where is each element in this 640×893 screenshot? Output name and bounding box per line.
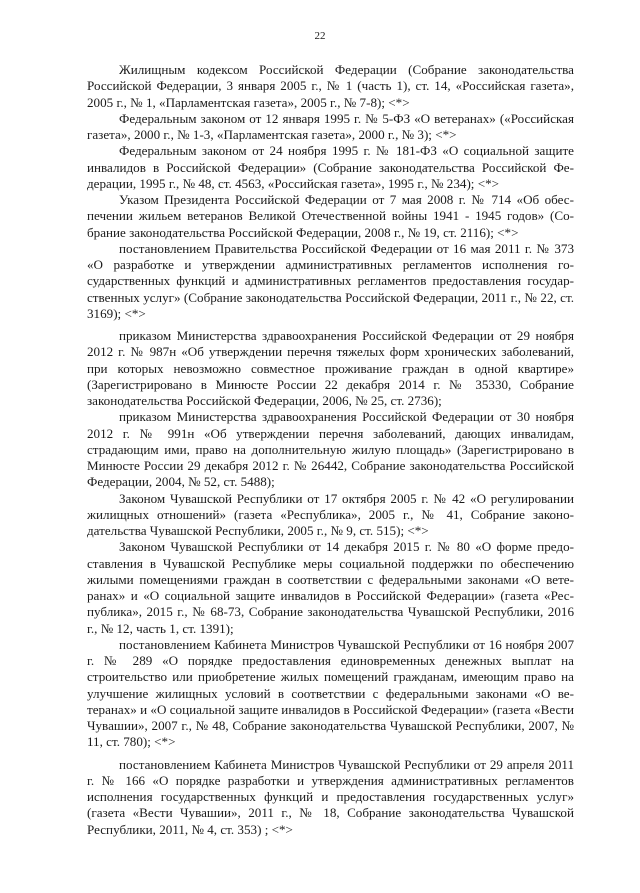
paragraph-housing-code: Жилищным кодексом Российской Федерации (Собрание законодательства Российской Федерации, 3 января 2005 г., № 1 (часть 1), ст. 14, «Российская газета», 2005 г., № 1, «Парламентская газета», 2005 г., № 7-8); <*> [87, 62, 574, 110]
paragraph-health-ministry-order-991n: приказом Министерства здравоохранения Российской Федерации от 30 ноября 2012 г. № 991н «Об утверждении перечня заболеваний, дающих инвалидам, страдающим ими, право на дополнительную жилую площадь» (Зарегистрировано в Минюсте России 29 декабря 2012 г. № 26442, Собрание законодательства Российской Федерации, 2004, № 52, ст. 5488); [87, 409, 574, 490]
paragraph-health-ministry-order-987n: приказом Министерства здравоохранения Российской Федерации от 29 ноября 2012 г. № 987н «Об утверждении перечня тяжелых форм хронических заболеваний, при которых невозможно совместное проживание граждан в одной квартире» (Зарегистрировано в Минюсте России 22 декабря 2014 г. № 35330, Собрание законодательства Российской Федерации, 2006, № 25, ст. 2736); [87, 328, 574, 408]
paragraph-law-on-disabled-protection: Федеральным законом от 24 ноября 1995 г. № 181-ФЗ «О социальной защите инвалидов в Российской Федерации» (Собрание законодательства Российской Федерации, 1995 г., № 48, ст. 4563, «Российская газета», 1995 г., № 234); <*> [87, 143, 574, 191]
paragraph-government-resolution: постановлением Правительства Российской Федерации от 16 мая 2011 г. № 373 «О разработке и утверждении административных регламентов исполнения государственных функций и административных регламентов предоставления государственных услуг» (Собрание законодательства Российской Федерации, 2011 г., № 22, ст. 3169); <*> [87, 240, 574, 321]
paragraph-cabinet-resolution-166: постановлением Кабинета Министров Чувашской Республики от 29 апреля 2011 г. № 166 «О порядке разработки и утверждения административных регламентов исполнения государственных функций и предоставления государственных услуг» (газета «Вести Чувашии», 2011 г., № 18, Собрание законодательства Чувашской Республики, 2011, № 4, ст. 353) ; <*> [87, 756, 574, 837]
page-number: 22 [314, 30, 326, 42]
paragraph-chuvash-social-support-law: Законом Чувашской Республики от 14 декабря 2015 г. № 80 «О форме предоставления в Чувашской Республике меры социальной поддержки по обеспечению жилыми помещениями граждан в соответствии с федеральными законами «О ветеранах» и «О социальной защите инвалидов в Российской Федерации» (газета «Республика», 2015 г., № 68-73, Собрание законодательства Чувашской Республики, 2016 г., № 12, часть 1, ст. 1391); [87, 539, 574, 636]
paragraph-presidential-decree: Указом Президента Российской Федерации от 7 мая 2008 г. № 714 «Об обеспечении жильем ветеранов Великой Отечественной войны 1941 - 1945 годов» (Собрание законодательства Российской Федерации, 2008 г., № 19, ст. 2116); <*> [87, 192, 574, 240]
paragraph-cabinet-resolution-289: постановлением Кабинета Министров Чувашской Республики от 16 ноября 2007 г. № 289 «О порядке предоставления единовременных денежных выплат на строительство или приобретение жилых помещений гражданам, имеющим право на улучшение жилищных условий в соответствии с федеральными законами «О ветеранах» и «О социальной защите инвалидов в Российской Федерации» (газета «Вести Чувашии», 2007 г., № 48, Собрание законодательства Чувашской Республики, 2007, № 11, ст. 780); <*> [87, 636, 574, 750]
paragraph-law-on-veterans: Федеральным законом от 12 января 1995 г. № 5-ФЗ «О ветеранах» («Российская газета», 2000 г., № 1-3, «Парламентская газета», 2000 г., № 3); <*> [87, 110, 574, 142]
paragraph-chuvash-housing-law: Законом Чувашской Республики от 17 октября 2005 г. № 42 «О регулировании жилищных отношений» (газета «Республика», 2005 г., № 41, Собрание законодательства Чувашской Республики, 2005 г., № 9, ст. 515); <*> [87, 490, 574, 538]
document-body [87, 62, 574, 838]
